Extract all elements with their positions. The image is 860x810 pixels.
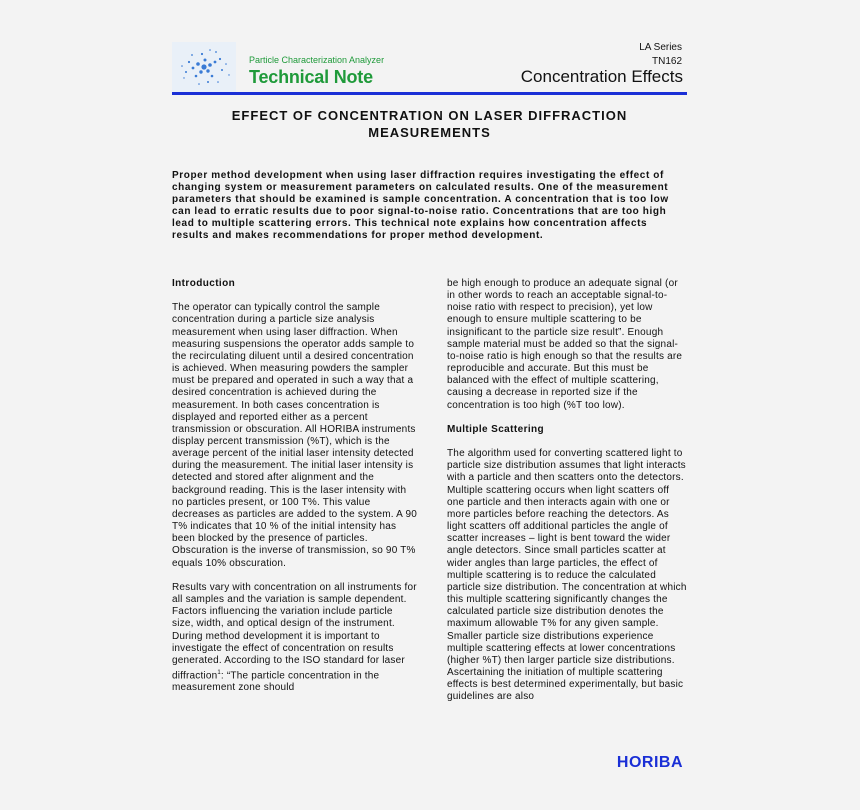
product-line-label: Particle Characterization Analyzer: [249, 55, 385, 65]
technical-note-title: Technical Note: [249, 67, 373, 87]
footnote-ref: 1: [217, 669, 221, 676]
header-divider: [172, 92, 687, 95]
horiba-logo: HORIBA: [616, 754, 683, 771]
abstract: Proper method development when using laser diffraction requires investigating the effect of changing system or measurement parameters on calculated results. One of the measurement parameters that should be examined is sample concentration. A concentration that is too low can lead to erratic results due to poor signal-to-noise ratio. Concentrations that are too high lead to multiple scattering errors. This technical note explains how concentration affects results and makes recommendations for proper method development.: [172, 170, 669, 242]
series-info: [639, 41, 682, 69]
intro-paragraph-2: Results vary with concentration on all instruments for all samples and the variation is sample dependent. Factors influencing the variation include particle size, width, and optical design of the instrument. During method development it is important to investigate the effect of concentration on results generated. According to the ISO standard for laser diffraction$^1$: “The particle concentration in the measurement zone should: [172, 581, 417, 694]
series-label: LA Series: [639, 42, 682, 53]
document-topic: Concentration Effects: [520, 67, 683, 86]
intro-paragraph-1: The operator can typically control the sample concentration during a particle size analysis measurement when using laser diffraction. When measuring suspensions the operator adds sample to the recirculating diluent until a desired concentration is achieved. When measuring powders the sampler must be prepared and operated in such a way that a desired concentration is achieved during the measurement. In both cases concentration is displayed and reported either as a percent transmission or obscuration. All HORIBA instruments display percent transmission (%T), which is the average percent of the initial laser intensity detected during the measurement. The initial laser intensity is detected and stored after alignment and the background reading. This is the laser intensity with no particles present, or 100 T%. This value decreases as particles are added to the system. A 90 T% indicates that 10 % of the initial intensity has been blocked by the presence of particles. Obscuration is the inverse of transmission, so 90 T% equals 10% obscuration.: [172, 302, 417, 569]
section-heading-introduction: Introduction: [172, 278, 236, 289]
right-paragraph-1: be high enough to produce an adequate signal (or in other words to reach an acceptable signal-to-noise ratio with respect to precision), yet low enough to ensure multiple scattering to be insignificant to the particle size result”. Enough sample material must be added so that the signal-to-noise ratio is high enough so that the results are reproducible and accurate. But this must be balanced with the effect of multiple scattering, causing a decrease in reported size if the concentration is too high (%T too low).: [447, 278, 683, 411]
right-column: [447, 278, 687, 703]
page-title: [172, 107, 687, 141]
section-heading-multiple-scattering: Multiple Scattering: [447, 423, 545, 435]
left-column: [172, 278, 417, 695]
multiple-scattering-paragraph: The algorithm used for converting scattered light to particle size distribution assumes that light interacts with a particle and then scatters onto the detectors. Multiple scattering occurs when light scatters off one particle and then interacts again with one or more particles before reaching the detectors. As light scatters off additional particles the angle of scatter increases – light is bent toward the wider angle detectors. Since small particles scatter at wider angles than large particles, the effect of multiple scattering is to reduce the calculated particle size distribution. The concentration at which this multiple scattering significantly changes the calculated particle size distribution denotes the maximum allowable T% for any given sample. Smaller particle size distributions experience multiple scattering effects at lower concentrations (higher %T) then larger particle size distributions. Ascertaining the initiation of multiple scattering effects is best determined experimentally, but basic guidelines are also: [447, 448, 687, 703]
page-title-line-2: MEASUREMENTS: [368, 125, 491, 140]
doc-id: TN162: [651, 56, 682, 67]
particle-burst-icon: [172, 42, 236, 92]
page-title-line-1: EFFECT OF CONCENTRATION ON LASER DIFFRACTION: [231, 108, 628, 123]
